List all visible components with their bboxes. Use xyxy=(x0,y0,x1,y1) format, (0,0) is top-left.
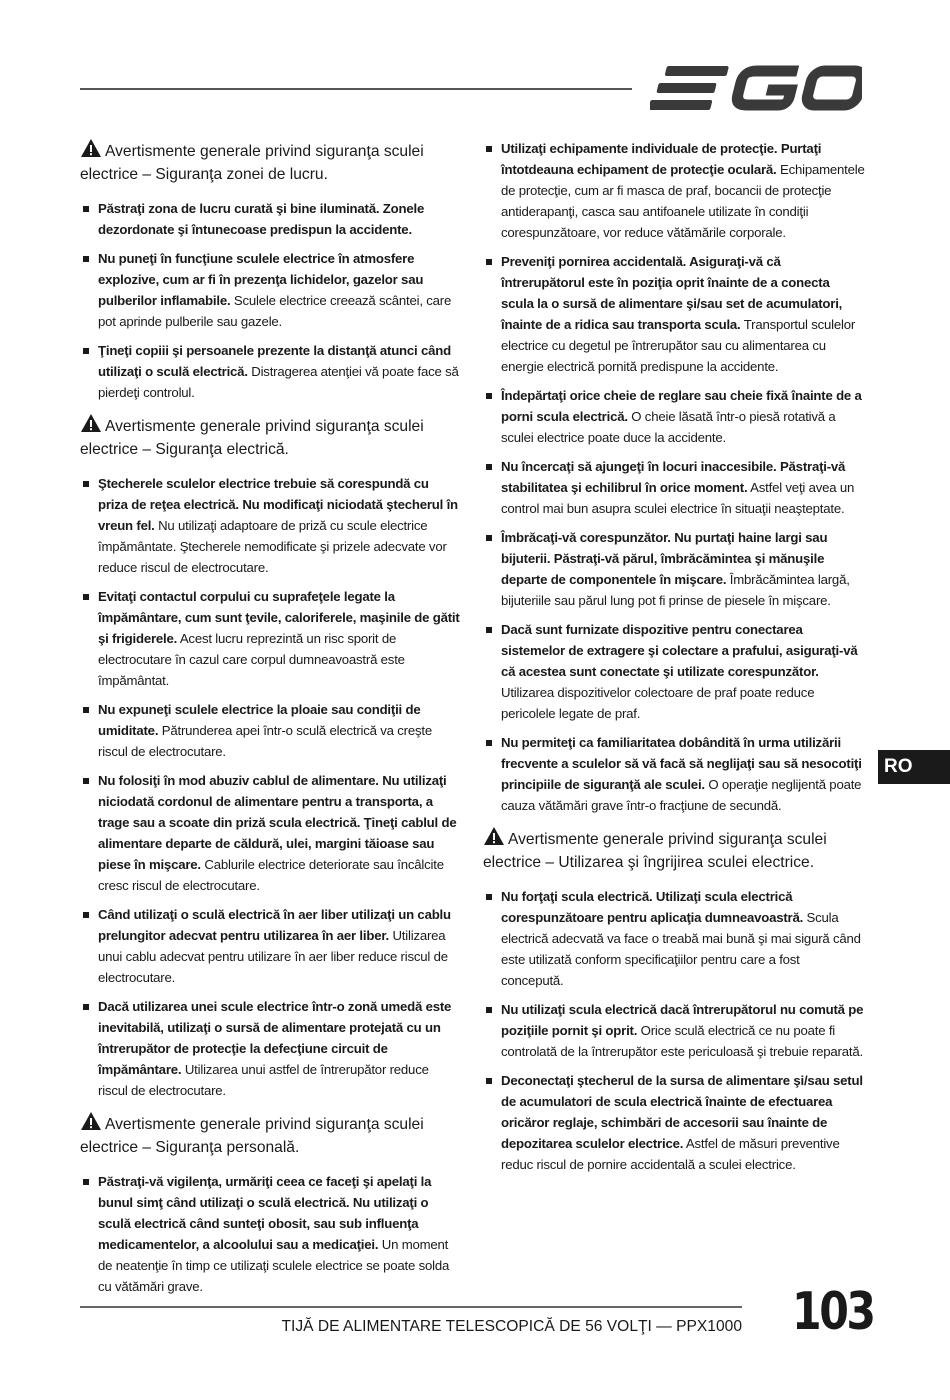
item-bold-text: Păstraţi-vă vigilenţa, urmăriţi ceea ce faceţi şi apelaţi la bunul simţ când utilizaţi o sculă electrică. Nu utilizaţi o sculă electrică când sunteţi obosit, sau sub influenţa medicamentelor, a alcoolului sau a medicaţiei. xyxy=(98,1174,432,1252)
safety-section xyxy=(80,1111,460,1297)
list-item xyxy=(80,586,460,691)
item-bold-text: Nu forţaţi scula electrică. Utilizaţi scula electrică corespunzătoare pentru aplicaţia dumneavoastră. xyxy=(501,889,804,925)
safety-section xyxy=(80,138,460,403)
section-heading xyxy=(80,1111,460,1159)
item-body-text: Scula electrică adecvată va face o treabă mai bună şi mai sigură când este utilizată conform specificaţiilor pentru care a fost concepută. xyxy=(501,910,861,988)
item-body-text: Astfel de măsuri preventive reduc riscul de pornire accidentală a sculei electrice. xyxy=(501,1136,840,1172)
section-heading-text: Avertismente generale privind siguranţa sculei electrice – Siguranţa electrică. xyxy=(80,418,424,458)
right-column xyxy=(483,138,865,1185)
item-bold-text: Nu permiteţi ca familiaritatea dobândită în urma utilizării frecvente a sculelor să vă facă să neglijaţi sau să nesocotiţi principiile de siguranţă ale sculei. xyxy=(501,735,862,792)
bullet-list xyxy=(80,1171,460,1297)
item-bold-text: Nu puneţi în funcţiune sculele electrice în atmosfere explozive, cum ar fi în prezenţa lichidelor, gazelor sau pulberilor inflamabile. xyxy=(98,251,424,308)
item-bold-text: Când utilizaţi o sculă electrică în aer liber utilizaţi un cablu prelungitor adecvat pentru utilizarea în aer liber. xyxy=(98,907,451,943)
left-column xyxy=(80,138,460,1307)
list-item xyxy=(483,385,865,448)
item-body-text: Sculele electrice creează scântei, care pot aprinde pulberile sau gazele. xyxy=(98,293,452,329)
item-body-text: Distragerea atenţiei vă poate face să pierdeţi controlul. xyxy=(98,364,459,400)
item-body-text: Astfel veţi avea un control mai bun asupra sculei electrice în situaţii neaşteptate. xyxy=(501,480,855,516)
item-bold-text: Păstraţi zona de lucru curată şi bine iluminată. Zonele dezordonate şi întunecoase predispun la accidente. xyxy=(98,201,425,237)
item-bold-text: Dacă utilizarea unei scule electrice într-o zonă umedă este inevitabilă, utilizaţi o sursă de alimentare protejată cu un întrerupător de protecţie la defecţiune circuit de împământare. xyxy=(98,999,452,1077)
item-body-text: Utilizarea unui cablu adecvat pentru utilizare în aer liber reduce riscul de electrocutare. xyxy=(98,928,448,985)
item-bold-text: Nu încercaţi să ajungeţi în locuri inaccesibile. Păstraţi-vă stabilitatea şi echilibrul în orice moment. xyxy=(501,459,846,495)
item-bold-text: Nu utilizaţi scula electrică dacă întrerupătorul nu comută pe poziţiile pornit şi oprit. xyxy=(501,1002,864,1038)
ego-logo xyxy=(650,62,862,114)
item-bold-text: Deconectaţi ştecherul de la sursa de alimentare şi/sau setul de acumulatori de scula electrică înainte de efectuarea oricăror reglaje, schimbări de accesorii sau înainte de depozitarea sculelor electrice. xyxy=(501,1073,863,1151)
list-item xyxy=(483,251,865,377)
warning-icon xyxy=(483,826,505,846)
header-rule xyxy=(80,88,632,90)
list-item xyxy=(80,248,460,332)
item-body-text: Utilizarea unui astfel de întrerupător reduce riscul de electrocutare. xyxy=(98,1062,429,1098)
item-body-text: Un moment de neatenţie în timp ce utilizaţi sculele electrice se poate solda cu vătămări grave. xyxy=(98,1237,450,1294)
item-bold-text: Ştecherele sculelor electrice trebuie să corespundă cu priza de reţea electrică. Nu modificaţi niciodată ştecherul în vreun fel. xyxy=(98,476,458,533)
item-bold-text: Nu expuneţi sculele electrice la ploaie sau condiţii de umiditate. xyxy=(98,702,421,738)
section-heading xyxy=(483,826,865,874)
section-heading xyxy=(80,413,460,461)
item-body-text: Îmbrăcămintea largă, bijuteriile sau părul lung pot fi prinse de piesele în mişcare. xyxy=(501,572,850,608)
section-heading-text: Avertismente generale privind siguranţa sculei electrice – Siguranţa personală. xyxy=(80,1116,424,1156)
list-item xyxy=(483,886,865,991)
list-item xyxy=(483,999,865,1062)
item-bold-text: Îmbrăcaţi-vă corespunzător. Nu purtaţi haine largi sau bijuterii. Păstraţi-vă părul, îmbrăcămintea şi mănuşile departe de componentele în mişcare. xyxy=(501,530,828,587)
warning-icon xyxy=(80,1111,102,1131)
list-item xyxy=(80,473,460,578)
section-heading xyxy=(80,138,460,186)
safety-section xyxy=(483,826,865,1175)
list-item xyxy=(483,456,865,519)
item-body-text: Nu utilizaţi adaptoare de priză cu scule electrice împământate. Ştecherele nemodificate şi prizele adecvate vor reduce riscul de electrocutare. xyxy=(98,518,447,575)
bullet-list xyxy=(80,473,460,1101)
footer-rule xyxy=(80,1306,742,1308)
item-body-text: Transportul sculelor electrice cu degetul pe întrerupător sau cu alimentarea cu energie electrică pornită predispune la accidente. xyxy=(501,317,856,374)
list-item xyxy=(80,996,460,1101)
list-item xyxy=(483,527,865,611)
list-item xyxy=(80,699,460,762)
item-body-text: Utilizarea dispozitivelor colectoare de praf poate reduce pericolele legate de praf. xyxy=(501,685,815,721)
item-body-text: O cheie lăsată într-o piesă rotativă a sculei electrice poate duce la accidente. xyxy=(501,409,836,445)
warning-icon xyxy=(80,138,102,158)
safety-section xyxy=(80,413,460,1101)
item-body-text: Pătrunderea apei într-o sculă electrică va creşte riscul de electrocutare. xyxy=(98,723,432,759)
bullet-list xyxy=(483,138,865,816)
item-bold-text: Dacă sunt furnizate dispozitive pentru conectarea sistemelor de extragere şi colectare a prafului, asiguraţi-vă că acestea sunt conectate şi utilizate corespunzător. xyxy=(501,622,858,679)
section-heading-text: Avertismente generale privind siguranţa sculei electrice – Utilizarea şi îngrijirea sculei electrice. xyxy=(483,831,827,871)
list-item xyxy=(483,1070,865,1175)
item-body-text: Echipamentele de protecţie, cum ar fi masca de praf, bocancii de protecţie antiderapanţi, casca sau antifoanele utilizate în condiţii corespunzătoare, vor reduce vătămările corporale. xyxy=(501,162,865,240)
footer-title: TIJĂ DE ALIMENTARE TELESCOPICĂ DE 56 VOLŢI — PPX1000 xyxy=(281,1318,742,1335)
item-body-text: O operaţie neglijentă poate cauza vătămări grave într-o fracţiune de secundă. xyxy=(501,777,862,813)
safety-section xyxy=(483,138,865,816)
list-item xyxy=(80,340,460,403)
list-item xyxy=(80,770,460,896)
list-item xyxy=(483,619,865,724)
warning-icon xyxy=(80,413,102,433)
section-heading-text: Avertismente generale privind siguranţa sculei electrice – Siguranţa zonei de lucru. xyxy=(80,143,424,183)
bullet-list xyxy=(80,198,460,403)
item-bold-text: Preveniţi pornirea accidentală. Asiguraţi-vă că întrerupătorul este în poziţia oprit înainte de a conecta scula la o sursă de alimentare şi/sau set de acumulatori, înainte de a ridica sau transporta scula. xyxy=(501,254,843,332)
item-body-text: Cablurile electrice deteriorate sau încâlcite cresc riscul de electrocutare. xyxy=(98,857,444,893)
item-body-text: Orice sculă electrică ce nu poate fi controlată de la întrerupător este periculoasă şi trebuie reparată. xyxy=(501,1023,863,1059)
list-item xyxy=(80,198,460,240)
item-bold-text: Îndepărtaţi orice cheie de reglare sau cheie fixă înainte de a porni scula electrică. xyxy=(501,388,862,424)
item-bold-text: Ţineţi copiii şi persoanele prezente la distanţă atunci când utilizaţi o sculă electrică. xyxy=(98,343,451,379)
item-bold-text: Nu folosiţi în mod abuziv cablul de alimentare. Nu utilizaţi niciodată cordonul de alimentare pentru a transporta, a trage sau a scoate din priză scula electrică. Ţineţi cablul de alimentare departe de căldură, ulei, margini tăioase sau piese în mişcare. xyxy=(98,773,457,872)
list-item xyxy=(80,1171,460,1297)
page-number: 103 xyxy=(792,1282,874,1342)
list-item xyxy=(483,732,865,816)
language-tab: RO xyxy=(878,750,950,784)
list-item xyxy=(80,904,460,988)
item-body-text: Acest lucru reprezintă un risc sporit de electrocutare în cazul care corpul dumneavoastră este împământat. xyxy=(98,631,405,688)
item-bold-text: Evitaţi contactul corpului cu suprafeţele legate la împământare, cum sunt ţevile, caloriferele, maşinile de gătit şi frigiderele. xyxy=(98,589,460,646)
list-item xyxy=(483,138,865,243)
bullet-list xyxy=(483,886,865,1175)
item-bold-text: Utilizaţi echipamente individuale de protecţie. Purtaţi întotdeauna echipament de protecţie oculară. xyxy=(501,141,822,177)
